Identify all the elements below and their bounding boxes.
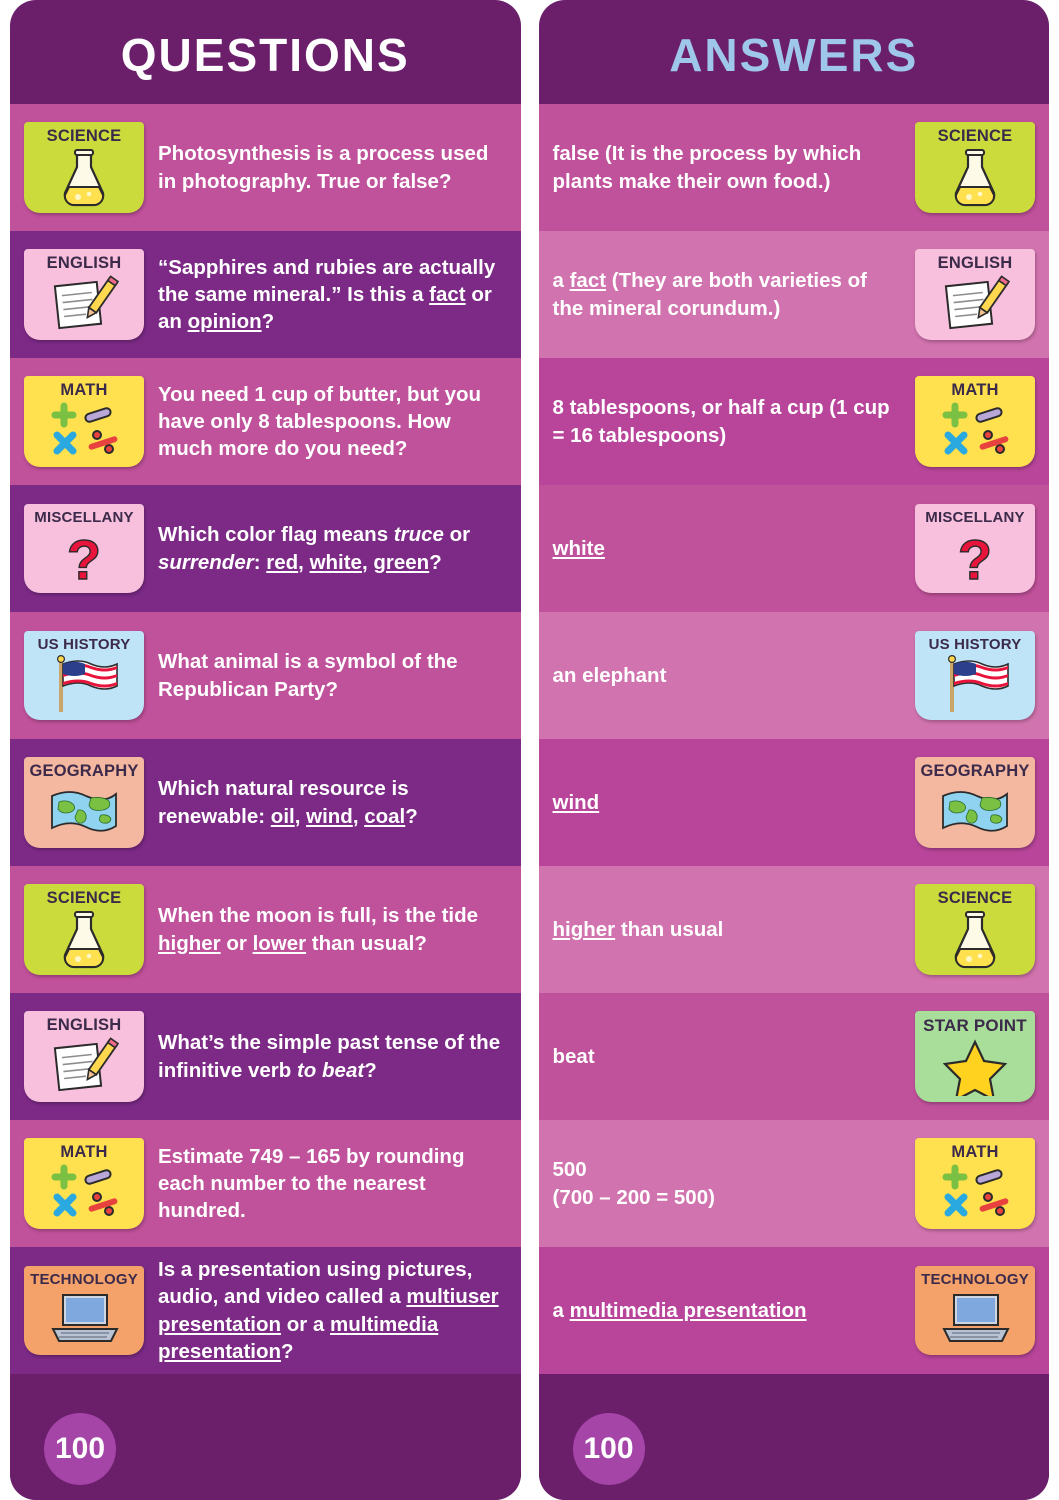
subject-badge xyxy=(24,376,144,467)
answer-text: a fact (They are both varieties of the mineral corundum.) xyxy=(552,269,867,320)
questions-footer xyxy=(10,1374,521,1500)
question-text: What animal is a symbol of the Republican Party? xyxy=(158,650,458,701)
answer-text: 500 (700 – 200 = 500) xyxy=(552,1158,715,1209)
paper-pencil-icon xyxy=(917,274,1033,334)
answer-row xyxy=(539,485,1050,612)
answer-row xyxy=(539,612,1050,739)
answers-row-list xyxy=(539,104,1050,1374)
subject-label: US HISTORY xyxy=(928,635,1022,653)
subject-badge xyxy=(24,1266,144,1356)
subject-badge xyxy=(915,884,1035,975)
svg-text:?: ? xyxy=(66,528,102,588)
answer-row xyxy=(539,993,1050,1120)
question-row xyxy=(10,358,521,485)
subject-label: GEOGRAPHY xyxy=(29,761,139,780)
question-row xyxy=(10,231,521,358)
answer-row xyxy=(539,231,1050,358)
answer-text: wind xyxy=(552,790,600,814)
laptop-icon xyxy=(917,1289,1033,1349)
question-text: “Sapphires and rubies are actually the same mineral.” Is this a fact or an opinion? xyxy=(158,255,496,334)
subject-badge xyxy=(915,757,1035,848)
subject-badge xyxy=(915,249,1035,340)
answer-text: higher than usual xyxy=(552,917,724,941)
question-row xyxy=(10,1120,521,1247)
subject-badge xyxy=(915,1011,1035,1102)
us-flag-icon xyxy=(26,654,142,714)
answer-row xyxy=(539,1247,1050,1374)
world-map-icon xyxy=(26,782,142,842)
question-text: Is a presentation using pictures, audio, and video called a multiuser presentation or a multimedia presentation? xyxy=(158,1258,499,1363)
answer-row xyxy=(539,866,1050,993)
subject-badge xyxy=(915,376,1035,467)
subject-badge xyxy=(24,1138,144,1229)
subject-badge xyxy=(24,122,144,213)
math-symbols-icon xyxy=(917,401,1033,461)
us-flag-icon xyxy=(917,654,1033,714)
flask-icon xyxy=(26,909,142,969)
answer-text: false (It is the process by which plants make their own food.) xyxy=(552,142,862,193)
subject-label: TECHNOLOGY xyxy=(30,1270,138,1288)
subject-label: SCIENCE xyxy=(937,888,1013,907)
subject-label: GEOGRAPHY xyxy=(920,761,1030,780)
question-text: You need 1 cup of butter, but you have only 8 tablespoons. How much more do you need? xyxy=(158,382,482,461)
subject-badge xyxy=(24,884,144,975)
question-row xyxy=(10,739,521,866)
paper-pencil-icon xyxy=(26,1036,142,1096)
subject-label: MATH xyxy=(60,1142,108,1161)
subject-label: SCIENCE xyxy=(46,126,122,145)
math-symbols-icon xyxy=(26,1163,142,1223)
questions-card xyxy=(10,0,521,1500)
question-row xyxy=(10,1247,521,1374)
question-text: What’s the simple past tense of the infinitive verb to beat? xyxy=(158,1031,501,1082)
svg-text:?: ? xyxy=(957,528,993,588)
subject-label: MISCELLANY xyxy=(925,508,1025,526)
question-row xyxy=(10,612,521,739)
subject-label: TECHNOLOGY xyxy=(921,1270,1029,1288)
subject-badge xyxy=(24,631,144,721)
question-row xyxy=(10,104,521,231)
subject-badge xyxy=(915,122,1035,213)
question-mark-icon xyxy=(917,527,1033,587)
subject-badge xyxy=(24,504,144,594)
subject-label: SCIENCE xyxy=(46,888,122,907)
subject-label: SCIENCE xyxy=(937,126,1013,145)
subject-label: MATH xyxy=(951,380,999,399)
subject-badge xyxy=(24,1011,144,1102)
math-symbols-icon xyxy=(26,401,142,461)
answers-card xyxy=(539,0,1050,1500)
answer-text: 8 tablespoons, or half a cup (1 cup = 16 tablespoons) xyxy=(552,396,890,447)
answer-row xyxy=(539,1120,1050,1247)
subject-label: MISCELLANY xyxy=(34,508,134,526)
page-number: 100 xyxy=(573,1413,645,1485)
answer-text: an elephant xyxy=(552,663,667,687)
question-text: Which color flag means truce or surrender: red, white, green? xyxy=(158,523,471,574)
question-row xyxy=(10,993,521,1120)
answer-row xyxy=(539,104,1050,231)
flask-icon xyxy=(917,147,1033,207)
question-text: Which natural resource is renewable: oil, wind, coal? xyxy=(158,777,418,828)
question-text: Estimate 749 – 165 by rounding each number to the nearest hundred. xyxy=(158,1144,465,1223)
question-text: When the moon is full, is the tide higher or lower than usual? xyxy=(158,904,479,955)
subject-label: STAR POINT xyxy=(923,1016,1027,1035)
question-text: Photosynthesis is a process used in photography. True or false? xyxy=(158,142,489,193)
flask-icon xyxy=(26,147,142,207)
answers-footer xyxy=(539,1374,1050,1500)
answer-text: a multimedia presentation xyxy=(552,1298,807,1322)
questions-title: QUESTIONS xyxy=(120,29,410,81)
page-number: 100 xyxy=(44,1413,116,1485)
subject-label: US HISTORY xyxy=(37,635,131,653)
subject-badge xyxy=(915,631,1035,721)
answer-row xyxy=(539,358,1050,485)
subject-label: ENGLISH xyxy=(46,253,122,272)
question-mark-icon xyxy=(26,527,142,587)
laptop-icon xyxy=(26,1289,142,1349)
subject-badge xyxy=(915,1266,1035,1356)
star-icon xyxy=(917,1036,1033,1096)
math-symbols-icon xyxy=(917,1163,1033,1223)
questions-row-list xyxy=(10,104,521,1374)
subject-badge xyxy=(24,249,144,340)
subject-label: ENGLISH xyxy=(46,1015,122,1034)
paper-pencil-icon xyxy=(26,274,142,334)
answer-text: beat xyxy=(552,1044,595,1068)
answer-text: white xyxy=(552,536,605,560)
question-row xyxy=(10,866,521,993)
subject-label: MATH xyxy=(951,1142,999,1161)
subject-badge xyxy=(915,504,1035,594)
answers-title: ANSWERS xyxy=(669,29,919,81)
subject-label: MATH xyxy=(60,380,108,399)
subject-badge xyxy=(915,1138,1035,1229)
world-map-icon xyxy=(917,782,1033,842)
question-row xyxy=(10,485,521,612)
subject-badge xyxy=(24,757,144,848)
subject-label: ENGLISH xyxy=(937,253,1013,272)
answer-row xyxy=(539,739,1050,866)
flask-icon xyxy=(917,909,1033,969)
